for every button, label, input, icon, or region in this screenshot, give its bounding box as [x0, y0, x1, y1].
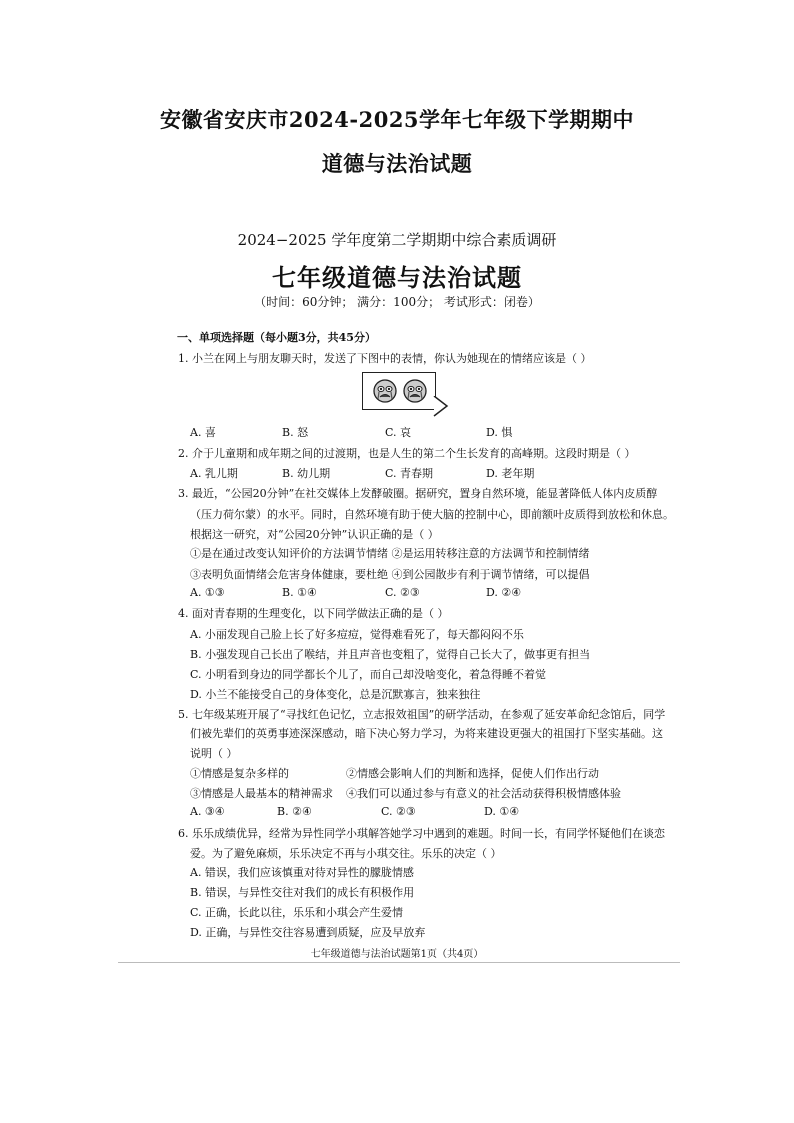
q5-option-c: C. ②③	[381, 805, 416, 818]
question-5-stem-line1: 5. 七年级某班开展了“寻找红色记忆，立志报效祖国”的研学活动，在参观了延安革命纪念馆后，同学	[178, 708, 666, 721]
q3-option-b: B. ①④	[282, 586, 317, 599]
crying-face-icon	[373, 379, 397, 403]
q2-option-c: C. 青春期	[385, 467, 434, 480]
q1-option-b: B. 怒	[282, 426, 309, 439]
page-bottom-rule	[118, 962, 680, 963]
q2-option-d: D. 老年期	[486, 467, 535, 480]
q3-option-d: D. ②④	[486, 586, 522, 599]
q6-option-c: C. 正确，长此以往，乐乐和小琪会产生爱情	[190, 906, 404, 919]
q1-option-d: D. 惧	[486, 426, 513, 439]
q5-option-a: A. ③④	[190, 805, 225, 818]
q4-option-d: D. 小兰不能接受自己的身体变化，总是沉默寡言，独来独往	[190, 688, 481, 701]
q5-statement-1: ①情感是复杂多样的	[190, 767, 289, 780]
exam-header: 2024−2025 学年度第二学期期中综合素质调研	[237, 231, 557, 249]
question-2-stem: 2. 介于儿童期和成年期之间的过渡期，也是人生的第二个生长发育的高峰期。这段时期是（ ）	[178, 447, 636, 460]
exam-title: 七年级道德与法治试题	[272, 263, 522, 292]
question-6-stem-line1: 6. 乐乐成绩优异，经常为异性同学小琪解答她学习中遇到的难题。时间一长，有同学怀疑他们在谈恋	[178, 827, 665, 840]
question-5-stem-line2: 们被先辈们的英勇事迹深深感动，暗下决心努力学习，为将来建设更强大的祖国打下坚实基础。这	[190, 727, 663, 740]
emoji-image	[362, 372, 436, 410]
q4-option-b: B. 小强发现自己长出了喉结，并且声音也变粗了，觉得自己长大了，做事更有担当	[190, 648, 591, 661]
question-5-stem-line3: 说明（ ）	[190, 747, 238, 760]
question-1-stem: 1. 小兰在网上与朋友聊天时，发送了下图中的表情，你认为她现在的情绪应该是（ ）	[178, 352, 592, 365]
q5-statement-3: ③情感是人最基本的精神需求	[190, 787, 333, 800]
q3-statements-line2: ③表明负面情绪会危害身体健康，要杜绝 ④到公园散步有利于调节情绪，可以提倡	[190, 568, 590, 581]
q5-option-d: D. ①④	[484, 805, 520, 818]
crying-face-icon	[403, 379, 427, 403]
q5-statement-4: ④我们可以通过参与有意义的社会活动获得积极情感体验	[346, 787, 621, 800]
q4-option-c: C. 小明看到身边的同学都长个儿了，而自己却没啥变化，着急得睡不着觉	[190, 668, 547, 681]
document-title-line2: 道德与法治试题	[321, 151, 473, 176]
q5-statement-2: ②情感会影响人们的判断和选择，促使人们作出行动	[346, 767, 599, 780]
q6-option-a: A. 错误，我们应该慎重对待对异性的朦胧情感	[190, 866, 414, 879]
q5-option-b: B. ②④	[277, 805, 312, 818]
q6-option-d: D. 正确，与异性交往容易遭到质疑，应及早放弃	[190, 926, 426, 939]
question-3-stem-line1: 3. 最近，“公园20分钟”在社交媒体上发酵破圈。据研究，置身自然环境，能显著降低人体内皮质醇	[178, 487, 658, 500]
q2-option-a: A. 乳儿期	[190, 467, 238, 480]
question-4-stem: 4. 面对青春期的生理变化，以下同学做法正确的是（ ）	[178, 607, 449, 620]
question-3-stem-line2: （压力荷尔蒙）的水平。同时，自然环境有助于使大脑的控制中心，即前额叶皮质得到放松和休息。	[190, 508, 674, 521]
q3-statements-line1: ①是在通过改变认知评价的方法调节情绪 ②是运用转移注意的方法调节和控制情绪	[190, 547, 590, 560]
q3-option-c: C. ②③	[385, 586, 420, 599]
section-title: 一、单项选择题（每小题3分，共45分）	[177, 331, 376, 344]
question-3-stem-line3: 根据这一研究，对“公园20分钟”认识正确的是（ ）	[190, 528, 439, 541]
q1-option-a: A. 喜	[190, 426, 216, 439]
q4-option-a: A. 小丽发现自己脸上长了好多痘痘，觉得难看死了，每天都闷闷不乐	[190, 628, 524, 641]
question-6-stem-line2: 爱。为了避免麻烦，乐乐决定不再与小琪交往。乐乐的决定（ ）	[190, 847, 502, 860]
q1-option-c: C. 哀	[385, 426, 412, 439]
page-footer: 七年级道德与法治试题第1页（共4页）	[310, 949, 484, 960]
q6-option-b: B. 错误，与异性交往对我们的成长有积极作用	[190, 886, 415, 899]
exam-info: （时间：60分钟； 满分：100分； 考试形式：闭卷）	[254, 295, 540, 309]
document-title-line1: 安徽省安庆市2024-2025学年七年级下学期期中	[159, 107, 635, 132]
q3-option-a: A. ①③	[190, 586, 225, 599]
q2-option-b: B. 幼儿期	[282, 467, 331, 480]
speech-bubble-tail-icon	[433, 396, 449, 418]
